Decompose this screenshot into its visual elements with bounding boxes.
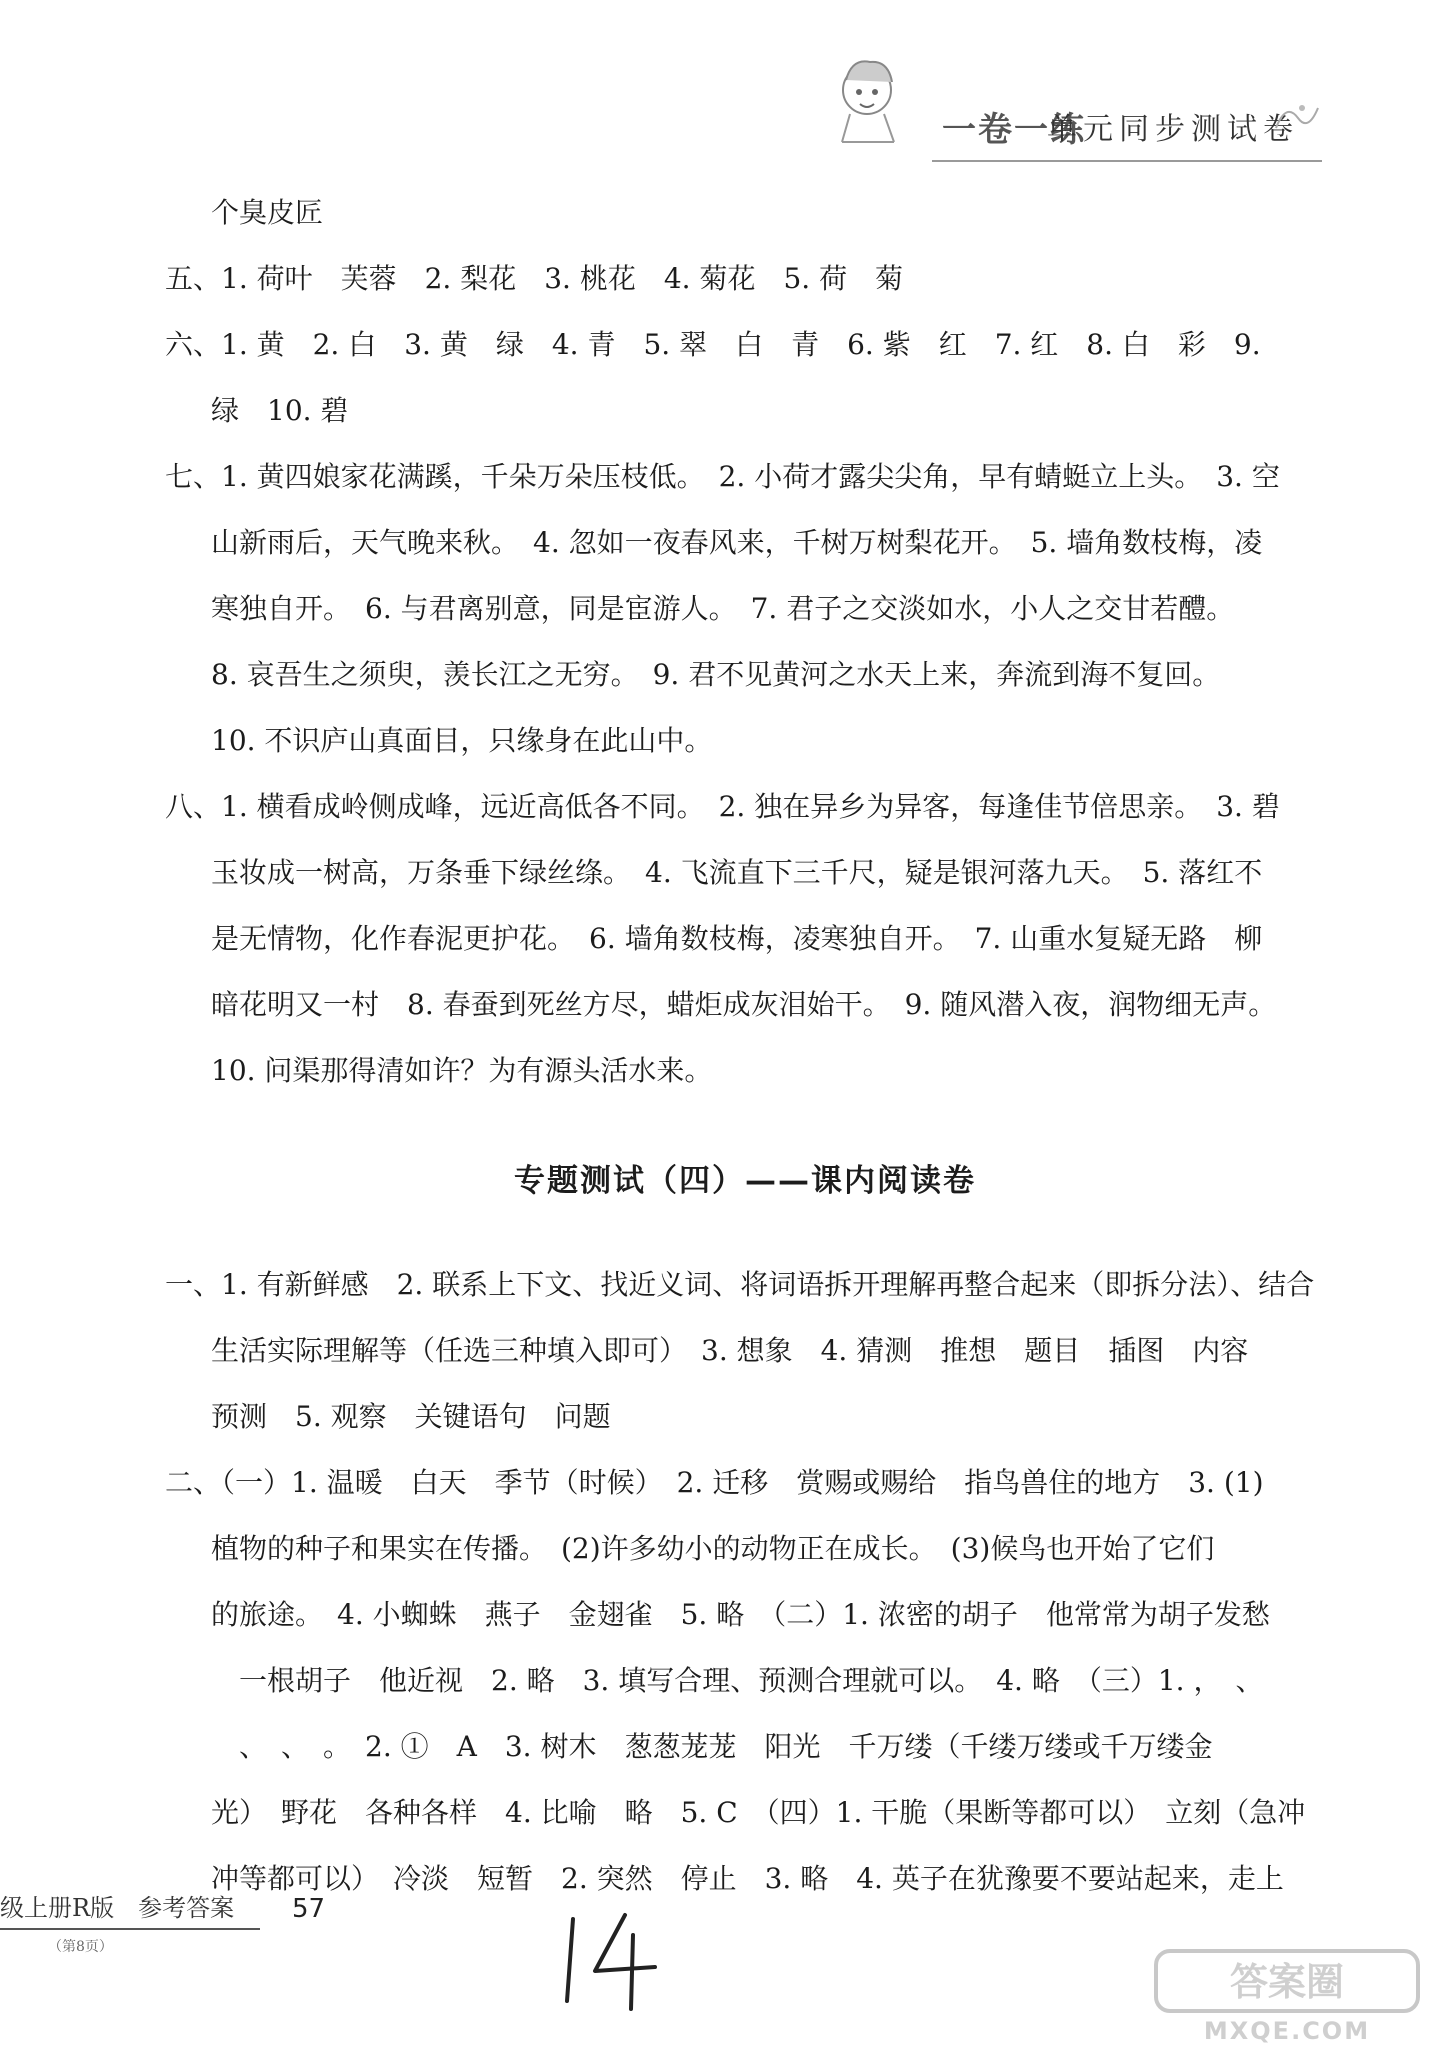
- answer-line: 10. 不识庐山真面目，只缘身在此山中。: [211, 724, 713, 757]
- footer-label: 级上册R版 参考答案: [0, 1894, 235, 1922]
- answer-line: 生活实际理解等（任选三种填入即可） 3. 想象 4. 猜测 推想 题目 插图 内容: [211, 1334, 1249, 1367]
- watermark-url: MXQE.COM: [1203, 2017, 1371, 2045]
- answer-line: 8. 哀吾生之须臾，羡长江之无穷。 9. 君不见黄河之水天上来，奔流到海不复回。: [211, 658, 1221, 691]
- footer-rule: [0, 1928, 260, 1930]
- answer-line: 个臭皮匠: [211, 196, 324, 229]
- answer-line: 玉妆成一树高，万条垂下绿丝绦。 4. 飞流直下三千尺，疑是银河落九天。 5. 落红不: [211, 856, 1263, 889]
- answer-line: 是无情物，化作春泥更护花。 6. 墙角数枝梅，凌寒独自开。 7. 山重水复疑无路 柳: [211, 922, 1263, 955]
- answer-line: 一根胡子 他近视 2. 略 3. 填写合理、预测合理就可以。 4. 略 （三）1. ， 、: [211, 1664, 1264, 1697]
- answer-line: 寒独自开。 6. 与君离别意，同是宦游人。 7. 君子之交淡如水，小人之交甘若醴。: [211, 592, 1235, 625]
- answer-line: 五、1. 荷叶 芙蓉 2. 梨花 3. 桃花 4. 菊花 5. 荷 菊: [165, 262, 904, 295]
- answer-line: 六、1. 黄 2. 白 3. 黄 绿 4. 青 5. 翠 白 青 6. 紫 红 7. 红 8. 白 彩 9.: [165, 328, 1261, 361]
- brand-logo: 一卷一练: [942, 110, 1086, 150]
- answer-line: 一、1. 有新鲜感 2. 联系上下文、找近义词、将词语拆开理解再整合起来（即拆分法）、结合: [165, 1268, 1315, 1301]
- answer-line: 二、（一）1. 温暖 白天 季节（时候） 2. 迁移 赏赐或赐给 指鸟兽住的地方 3. (1): [165, 1466, 1264, 1499]
- answer-line: 10. 问渠那得清如许？为有源头活水来。: [211, 1054, 713, 1087]
- header-rule: [932, 160, 1322, 162]
- footer-sub: （第8页）: [48, 1939, 113, 1955]
- answer-content: [165, 180, 1325, 1912]
- answer-line: 的旅途。 4. 小蜘蛛 燕子 金翅雀 5. 略 （二）1. 浓密的胡子 他常常为胡子发愁: [211, 1598, 1270, 1631]
- answer-line: 八、1. 横看成岭侧成峰，远近高低各不同。 2. 独在异乡为异客，每逢佳节倍思亲。 3. 碧: [165, 790, 1280, 823]
- section-title: 专题测试（四）——课内阅读卷: [514, 1163, 976, 1199]
- handwritten-page-mark: [555, 1905, 665, 2015]
- watermark-logo: [1152, 1947, 1422, 2047]
- mascot-icon: [822, 50, 932, 150]
- answer-line: 绿 10. 碧: [211, 394, 349, 427]
- answer-line: 预测 5. 观察 关键语句 问题: [211, 1400, 611, 1433]
- answer-line: 暗花明又一村 8. 春蚕到死丝方尽，蜡炬成灰泪始干。 9. 随风潜入夜，润物细无声。: [211, 988, 1277, 1021]
- header-title: 单元同步测试卷: [1047, 112, 1299, 147]
- watermark-text: 答案圈: [1229, 1960, 1345, 2004]
- page-number: 57: [292, 1894, 326, 1924]
- answer-line: 冲等都可以） 冷淡 短暂 2. 突然 停止 3. 略 4. 英子在犹豫要不要站起来，走上: [211, 1862, 1284, 1895]
- flourish-icon: [1272, 98, 1322, 134]
- answer-line: 七、1. 黄四娘家花满蹊，千朵万朵压枝低。 2. 小荷才露尖尖角，早有蜻蜓立上头。 3. 空: [165, 460, 1280, 493]
- answer-line: 山新雨后，天气晚来秋。 4. 忽如一夜春风来，千树万树梨花开。 5. 墙角数枝梅，凌: [211, 526, 1263, 559]
- answer-line: 光） 野花 各种各样 4. 比喻 略 5. C （四）1. 干脆（果断等都可以） 立刻（急冲: [211, 1796, 1306, 1829]
- answer-line: 、 、 。 2. ① A 3. 树木 葱葱茏茏 阳光 千万缕（千缕万缕或千万缕金: [211, 1730, 1213, 1763]
- page-header: [822, 50, 1322, 150]
- answer-line: 植物的种子和果实在传播。 (2)许多幼小的动物正在成长。 (3)候鸟也开始了它们: [211, 1532, 1215, 1565]
